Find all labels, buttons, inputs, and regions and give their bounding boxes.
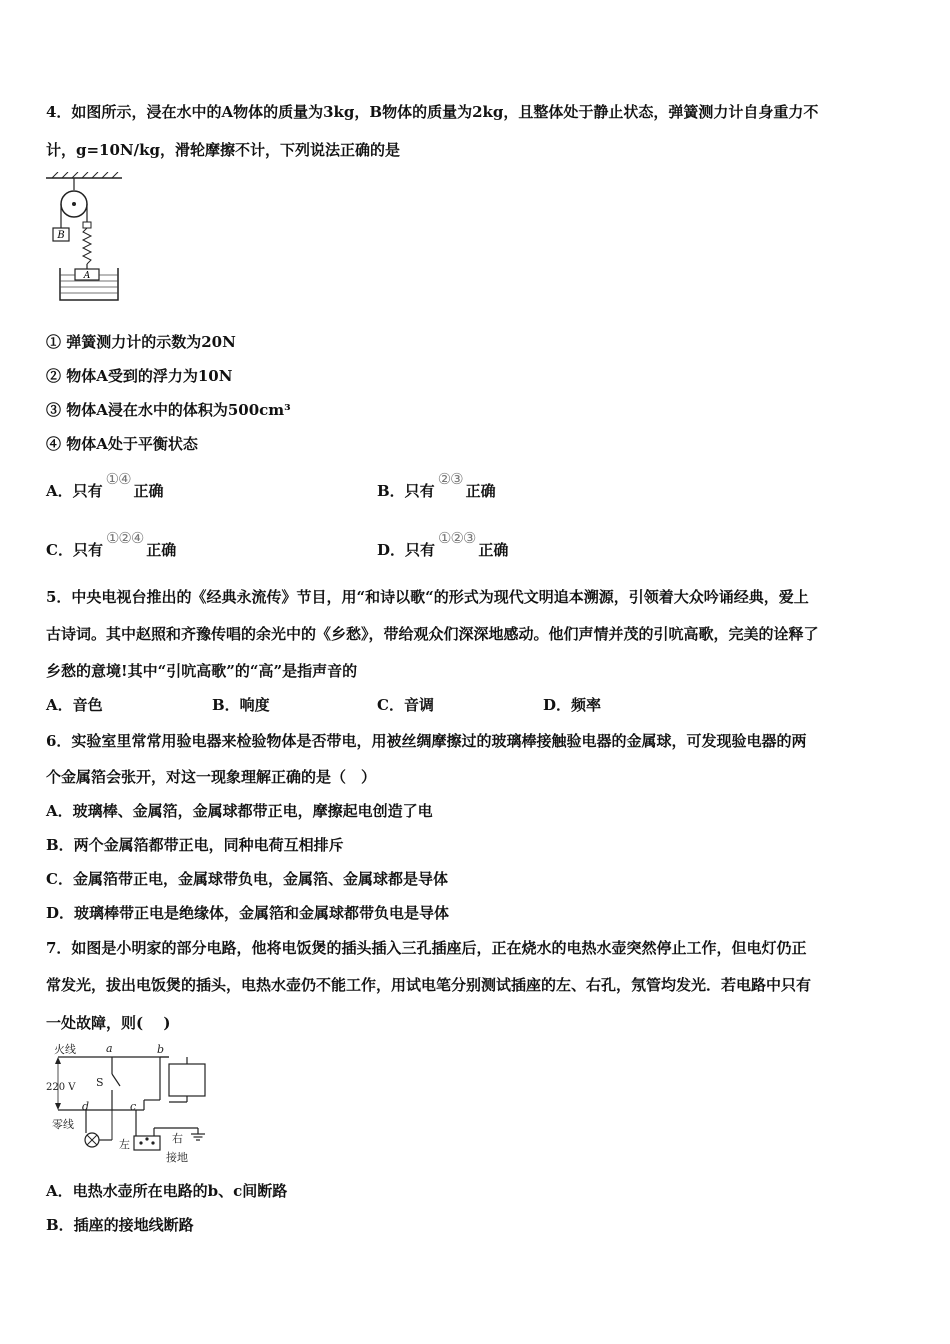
label-c: c [130,1100,137,1113]
q7-line-1: 7．如图是小明家的部分电路，他将电饭煲的插头插入三孔插座后，正在烧水的电热水壶突然停止工作，但电灯仍正 [46,939,807,957]
label-left: 左 [119,1138,130,1151]
q4-statement-3: ③ 物体A浸在水中的体积为500cm³ [46,401,291,419]
q5-line-2: 古诗词。其中赵照和齐豫传唱的余光中的《乡愁》，带给观众们深深地感动。他们声情并茂的引吭高歌，完美的诠释了 [46,625,819,643]
q5-line-3: 乡愁的意境!其中“引吭高歌”的“高”是指声音的 [46,662,358,680]
q5-option-b: B．响度 [212,696,270,714]
label-b: b [157,1043,165,1056]
q4-statement-1: ① 弹簧测力计的示数为20N [46,333,236,351]
household-circuit-diagram [44,1040,224,1166]
q4-option-c: C．只有①②④正确 [46,529,177,559]
label-switch: S [96,1076,104,1089]
q4-option-d: D．只有①②③正确 [377,529,509,559]
q6-option-b: B．两个金属箔都带正电，同种电荷互相排斥 [46,836,344,854]
label-a: A [83,271,91,281]
q7-option-b: B．插座的接地线断路 [46,1216,194,1234]
label-neutral-line: 零线 [52,1118,74,1131]
q7-line-2: 常发光，拔出电饭煲的插头，电热水壶仍不能工作，用试电笔分别测试插座的左、右孔，氖管均发光．若电路中只有 [46,976,812,994]
q6-option-a: A．玻璃棒、金属箔，金属球都带正电，摩擦起电创造了电 [46,802,433,820]
q7-line-3: 一处故障，则( ) [46,1014,171,1032]
q6-option-d: D．玻璃棒带正电是绝缘体，金属箔和金属球都带负电是导体 [46,904,450,922]
q4-option-a: A．只有①④正确 [46,470,164,500]
label-ground: 接地 [166,1151,188,1164]
q4-option-b: B．只有②③正确 [377,470,496,500]
q4-line-2: 计，g=10N/kg，滑轮摩擦不计，下列说法正确的是 [46,141,401,159]
q5-option-d: D．频率 [543,696,602,714]
label-d: d [82,1100,90,1113]
label-right: 右 [172,1132,183,1145]
q4-statement-4: ④ 物体A处于平衡状态 [46,435,198,453]
q4-line-1: 4．如图所示，浸在水中的A物体的质量为3kg，B物体的质量为2kg，且整体处于静止状态，弹簧测力计自身重力不 [46,103,819,121]
q6-line-1: 6．实验室里常常用验电器来检验物体是否带电，用被丝绸摩擦过的玻璃棒接触验电器的金属球，可发现验电器的两 [46,732,807,750]
q7-option-a: A．电热水壶所在电路的b、c间断路 [46,1182,288,1200]
label-b: B [57,230,65,241]
label-fire-line: 火线 [54,1043,76,1056]
q5-line-1: 5．中央电视台推出的《经典永流传》节目，用“和诗以歌“的形式为现代文明追本溯源，引领着大众吟诵经典，爱上 [46,588,809,606]
label-220v: 220 V [46,1082,76,1093]
q5-option-c: C．音调 [377,696,434,714]
q4-statement-2: ② 物体A受到的浮力为10N [46,367,233,385]
q5-option-a: A．音色 [46,696,103,714]
q6-option-c: C．金属箔带正电，金属球带负电，金属箔、金属球都是导体 [46,870,448,888]
q6-line-2: 个金属箔会张开，对这一现象理解正确的是（ ） [46,768,377,786]
label-a: a [106,1042,113,1055]
pulley-spring-diagram [46,172,126,304]
